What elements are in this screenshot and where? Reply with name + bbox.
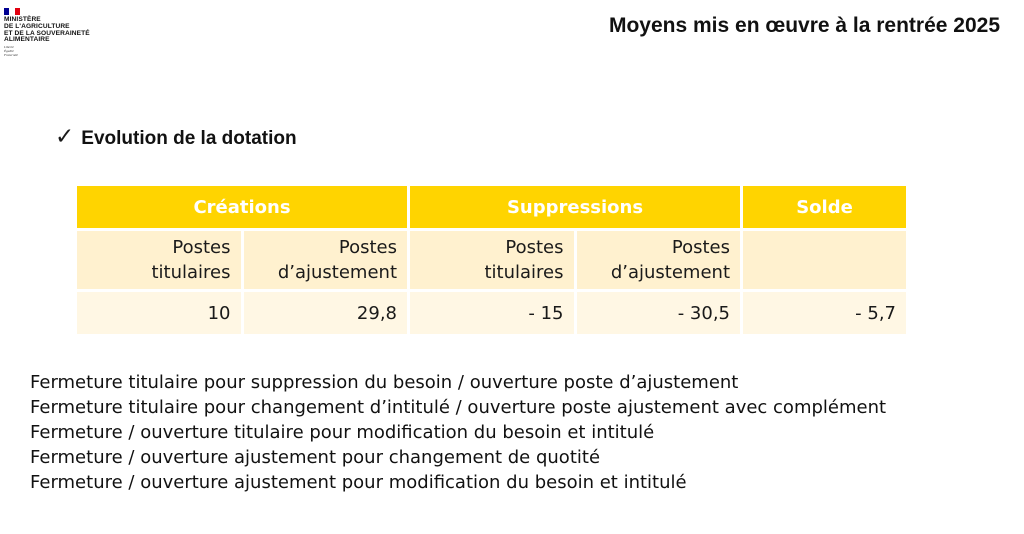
- logo-line-4: ALIMENTAIRE: [4, 36, 50, 44]
- sub-line: d’ajustement: [610, 262, 730, 283]
- table-row: [77, 292, 906, 334]
- logo-line-2: DE L'AGRICULTURE: [4, 22, 70, 30]
- section-heading: [55, 124, 297, 150]
- note-item: Fermeture titulaire pour changement d’intitulé / ouverture poste ajustement avec complément: [30, 397, 887, 418]
- sub-line: Postes: [338, 237, 397, 258]
- section-heading-text: Evolution de la dotation: [81, 128, 297, 149]
- value-creations-titulaires: 10: [77, 292, 244, 334]
- motto-liberte: Liberté: [4, 45, 14, 50]
- dotation-table: [77, 186, 906, 334]
- table-header-row: [77, 186, 906, 231]
- table-subheader-row: [77, 231, 906, 292]
- header-suppressions: Suppressions: [410, 186, 743, 231]
- value-creations-ajustement: 29,8: [244, 292, 411, 334]
- subheader-solde-empty: [743, 231, 906, 292]
- sub-line: Postes: [505, 237, 564, 258]
- note-item: Fermeture / ouverture titulaire pour modification du besoin et intitulé: [30, 422, 655, 443]
- sub-line: Postes: [172, 237, 231, 258]
- motto-fraternite: Fraternité: [4, 52, 18, 57]
- sub-line: Postes: [671, 237, 730, 258]
- french-flag-icon: [4, 8, 20, 15]
- sub-line: titulaires: [151, 262, 231, 283]
- flag-red: [15, 8, 20, 15]
- value-solde: - 5,7: [743, 292, 906, 334]
- header-solde: Solde: [743, 186, 906, 231]
- subheader-suppressions-ajustement: [577, 231, 744, 292]
- value-suppressions-titulaires: - 15: [410, 292, 577, 334]
- subheader-creations-titulaires: [77, 231, 244, 292]
- motto-egalite: Égalité: [4, 48, 14, 53]
- header-creations: Créations: [77, 186, 410, 231]
- subheader-creations-ajustement: [244, 231, 411, 292]
- notes-list: [30, 370, 886, 495]
- sub-line: d’ajustement: [277, 262, 397, 283]
- note-item: Fermeture / ouverture ajustement pour changement de quotité: [30, 447, 601, 468]
- logo-line-3: ET DE LA SOUVERAINETÉ: [4, 29, 90, 37]
- sub-line: titulaires: [484, 262, 564, 283]
- page-title: Moyens mis en œuvre à la rentrée 2025: [608, 14, 1000, 37]
- subheader-suppressions-titulaires: [410, 231, 577, 292]
- logo-motto: [4, 46, 124, 57]
- ministry-logo: [4, 8, 124, 58]
- note-item: Fermeture / ouverture ajustement pour modification du besoin et intitulé: [30, 472, 687, 493]
- checkmark-icon: ✓: [55, 124, 75, 150]
- value-suppressions-ajustement: - 30,5: [577, 292, 744, 334]
- logo-line-1: MINISTÈRE: [4, 16, 41, 23]
- note-item: Fermeture titulaire pour suppression du besoin / ouverture poste d’ajustement: [30, 372, 739, 393]
